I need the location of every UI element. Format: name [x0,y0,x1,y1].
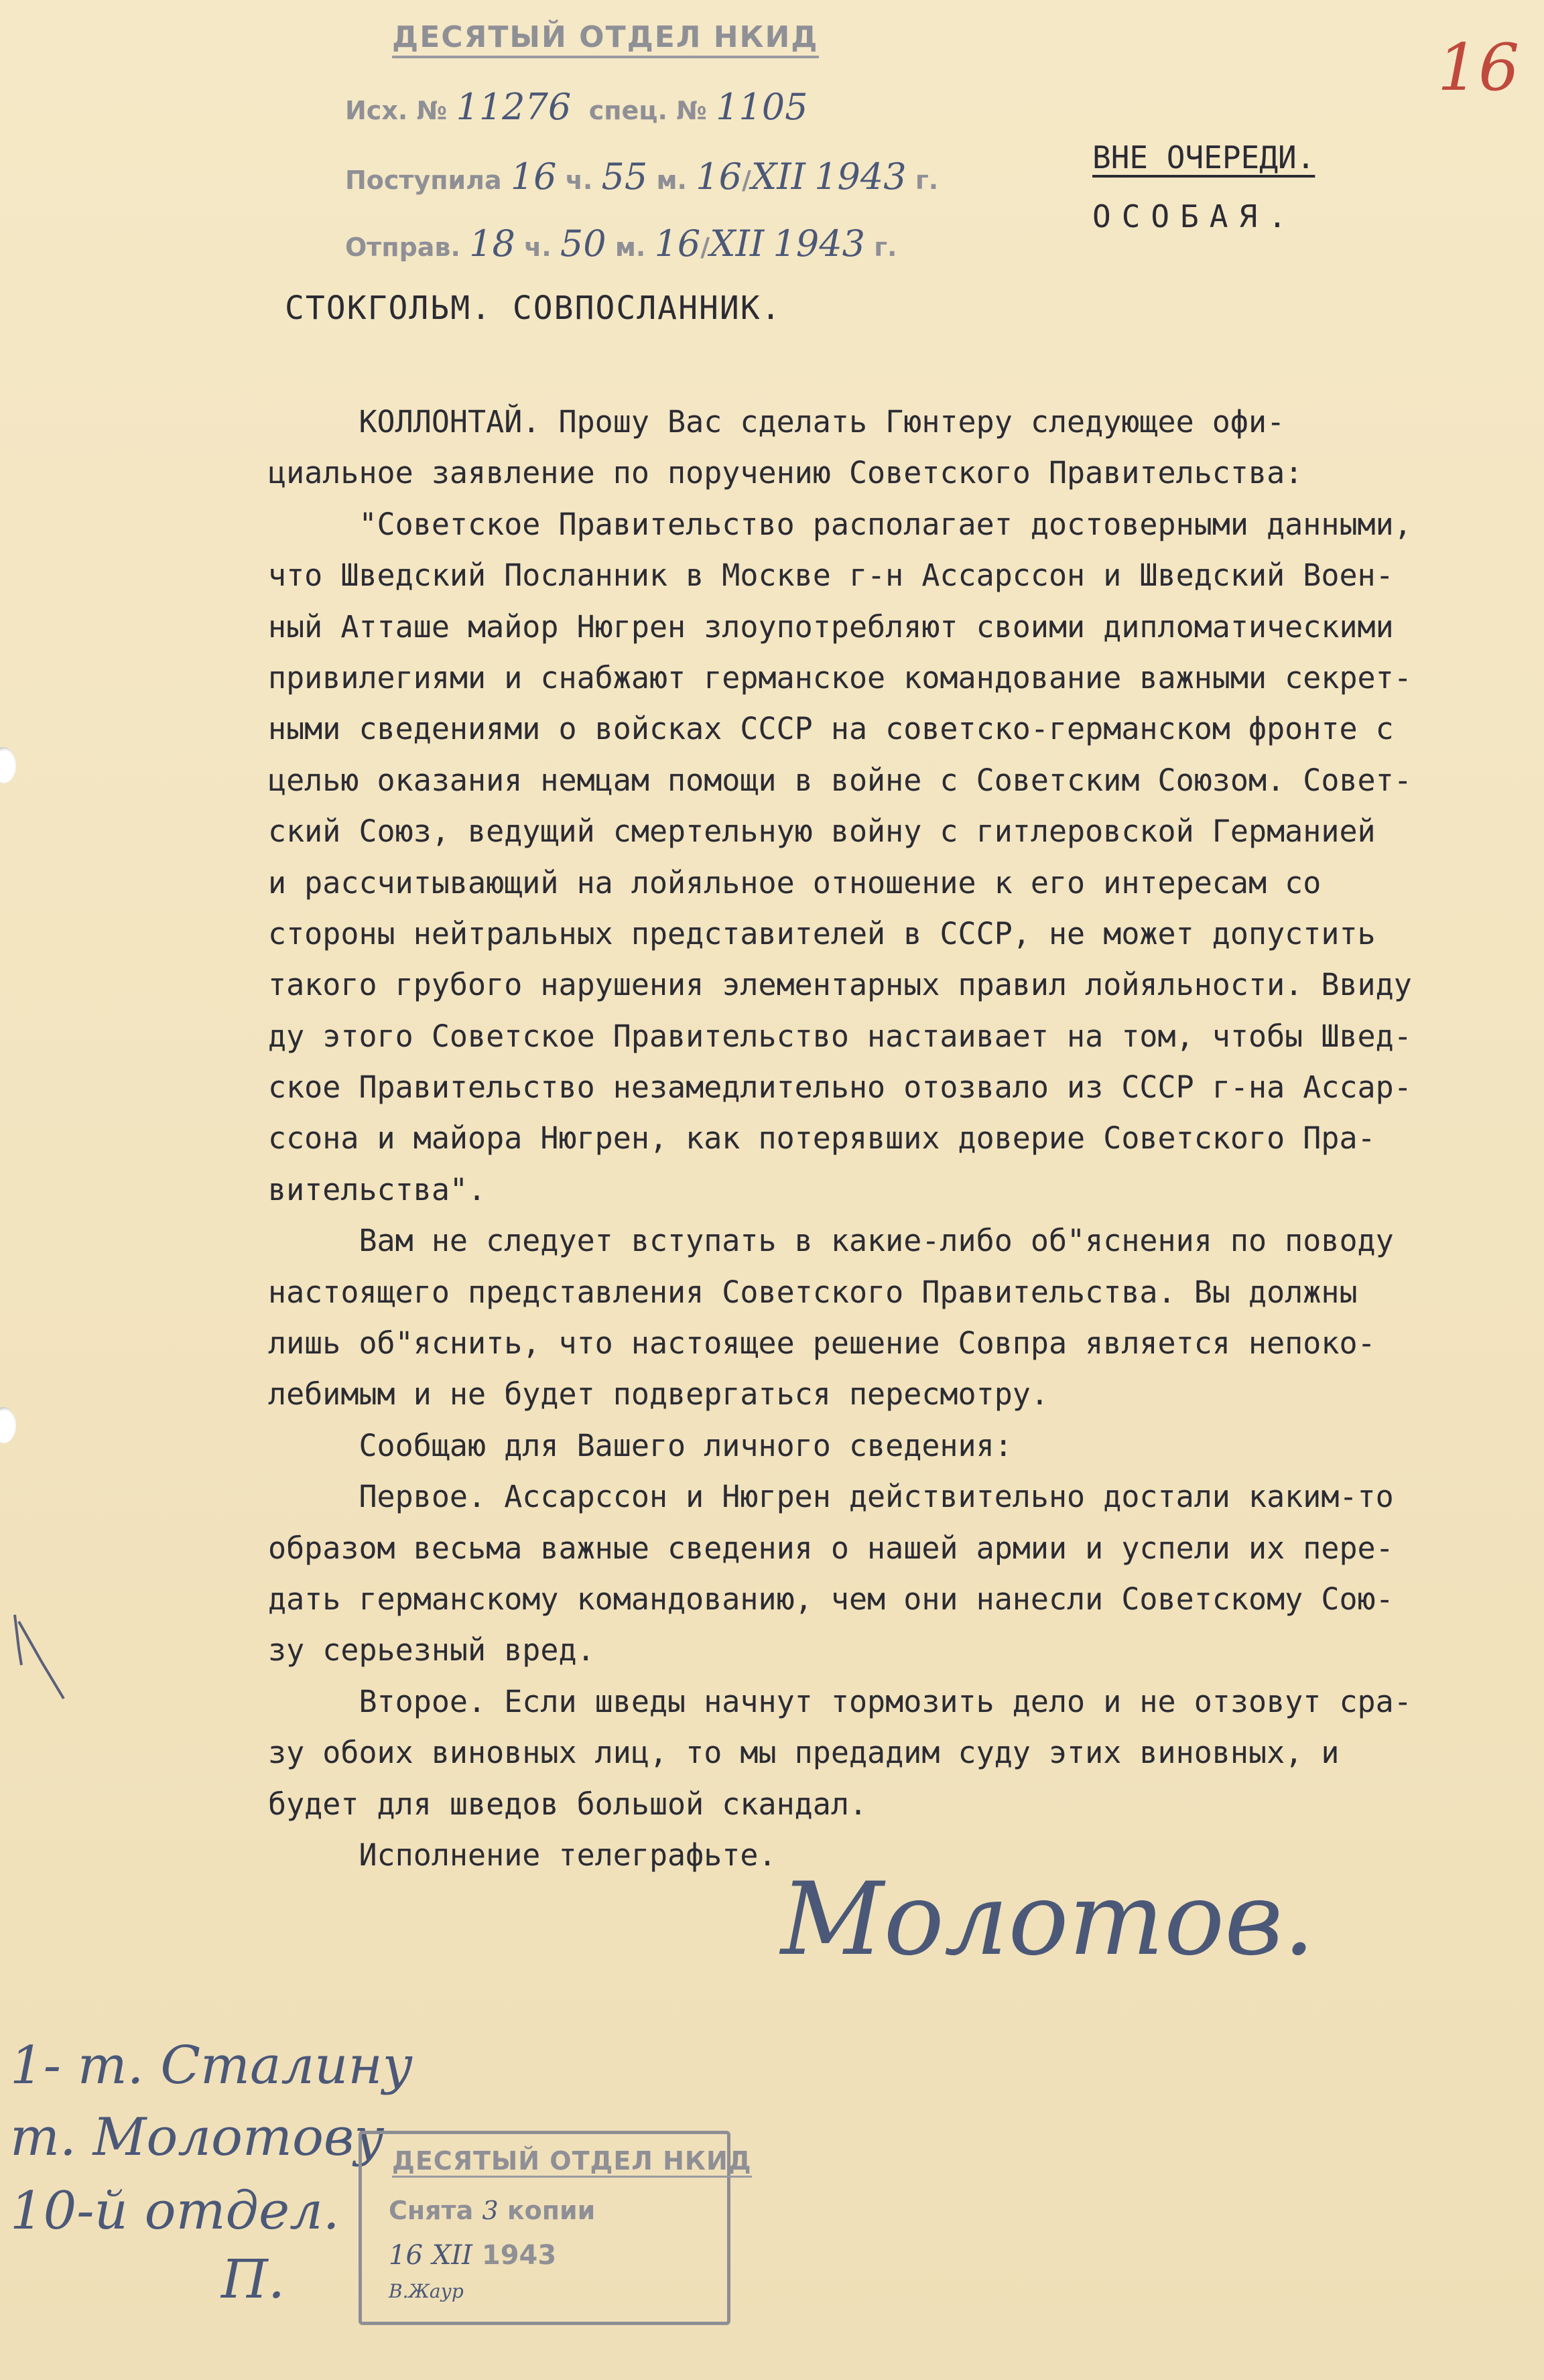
taken-word: копии [507,2196,596,2225]
sent-label: Отправ. [345,233,460,262]
copies-month: XII [432,2240,472,2271]
copies-signature: В.Жаур [389,2280,464,2302]
taken-label: Снята [389,2196,474,2225]
body-line: и рассчитывающий на лойяльное отношение к его интересам со [268,864,1322,901]
body-line: привилегиями и снабжают германское командование важными секрет- [268,659,1412,696]
distribution-line-3: 10-й отдел. [10,2181,340,2241]
copies-stamp-title: ДЕСЯТЫЙ ОТДЕЛ НКИД [392,2146,752,2178]
sent-row: Отправ. 18 ч. 50 м. 16/XII 1943 г. [345,222,897,265]
body-line: циальное заявление по поручению Советского Правительства: [268,455,1303,491]
received-day: 16 [696,155,742,198]
body-line: "Советское Правительство располагает достоверными данными, [268,506,1412,542]
body-line: ными сведениями о войсках СССР на советско-германском фронте с [268,711,1394,747]
body-line: ский Союз, ведущий смертельную войну с гитлеровской Германией [268,813,1376,850]
received-min: 55 [601,155,648,198]
copies-stamp [359,2131,752,2325]
body-line: вительства". [268,1171,487,1207]
body-line: будет для шведов большой скандал. [268,1786,868,1822]
sent-hour: 18 [469,222,515,265]
body-line: ское Правительство незамедлительно отозвало из СССР г-на Ассар- [268,1069,1412,1106]
priority-line-2: ОСОБАЯ. [1092,198,1297,235]
body-line: ссона и майора Нюгрен, как потерявших доверие Советского Пра- [268,1120,1376,1156]
out-number: 11276 [456,86,572,128]
sent-year: 1943 [773,222,865,265]
body-line: стороны нейтральных представителей в СССР, не может допустить [268,915,1376,951]
priority-line-1: ВНЕ ОЧЕРЕДИ. [1092,139,1315,176]
copies-year: 1943 [481,2240,557,2271]
sent-min: 50 [560,222,606,265]
body-line: лишь об"яснить, что настоящее решение Совпра является непоко- [268,1325,1376,1362]
year-label: г. [874,233,897,262]
body-line: Исполнение телеграфьте. [268,1837,777,1873]
min-label: м. [656,166,687,195]
sent-day: 16 [654,222,701,265]
out-label: Исх. № [345,96,448,125]
received-month: XII [751,155,806,198]
spec-number: 1105 [716,86,808,128]
address-line: СТОКГОЛЬМ. СОВПОСЛАННИК. [285,289,782,327]
received-row: Поступила 16 ч. 55 м. 16/XII 1943 г. [345,155,939,198]
page-number: 16 [1437,30,1520,105]
body-line: дать германскому командованию, чем они нанесли Советскому Сою- [268,1581,1394,1617]
copies-taken-row [389,2196,595,2225]
copies-sign-row [389,2280,464,2302]
body-line: лебимым и не будет подвергаться пересмотру. [268,1376,1049,1412]
distribution-line-1: 1- т. Сталину [10,2036,413,2096]
received-hour: 16 [510,155,557,198]
margin-pencil-mark [0,0,94,2380]
sent-month: XII [710,222,765,265]
year-label: г. [915,166,939,195]
copies-date-row [389,2240,556,2271]
hour-label: ч. [565,166,593,195]
received-year: 1943 [814,155,907,198]
body-line: целью оказания немцам помощи в войне с Советским Союзом. Совет- [268,762,1412,798]
body-line: такого грубого нарушения элементарных правил лойяльности. Ввиду [268,967,1412,1003]
body-line: образом весьма важные сведения о нашей армии и успели их пере- [268,1530,1394,1566]
body-line: настоящего представления Советского Правительства. Вы должны [268,1274,1358,1310]
body-line: КОЛЛОНТАЙ. Прошу Вас сделать Гюнтеру следующее офи- [268,404,1285,440]
distribution-initial: П. [221,2248,285,2310]
hour-label: ч. [524,233,552,262]
body-line: зу обоих виновных лиц, то мы предадим суду этих виновных, и [268,1735,1340,1771]
taken-count: 3 [482,2196,499,2225]
distribution-line-2: т. Молотову [10,2107,385,2168]
body-line: Сообщаю для Вашего личного сведения: [268,1427,1013,1463]
outgoing-number-row [345,86,808,128]
min-label: м. [615,233,646,262]
body-line: Второе. Если шведы начнут тормозить дело и не отзовут сра- [268,1683,1412,1719]
received-label: Поступила [345,166,502,195]
dept-stamp-title: ДЕСЯТЫЙ ОТДЕЛ НКИД [392,20,819,58]
body-line: Вам не следует вступать в какие-либо об"яснения по поводу [268,1223,1394,1259]
spec-label: спец. № [588,96,707,125]
body-line: ный Атташе майор Нюгрен злоупотребляют своими дипломатическими [268,608,1394,645]
body-line: ду этого Советское Правительство настаивает на том, чтобы Швед- [268,1018,1412,1054]
body-line: что Шведский Посланник в Москве г-н Ассарссон и Шведский Воен- [268,557,1394,594]
signature: Молотов. [781,1861,1315,1978]
copies-day: 16 [389,2240,423,2271]
body-line: Первое. Ассарссон и Нюгрен действительно достали каким-то [268,1479,1394,1515]
body-line: зу серьезный вред. [268,1632,595,1668]
telegram-body [268,397,1528,1881]
